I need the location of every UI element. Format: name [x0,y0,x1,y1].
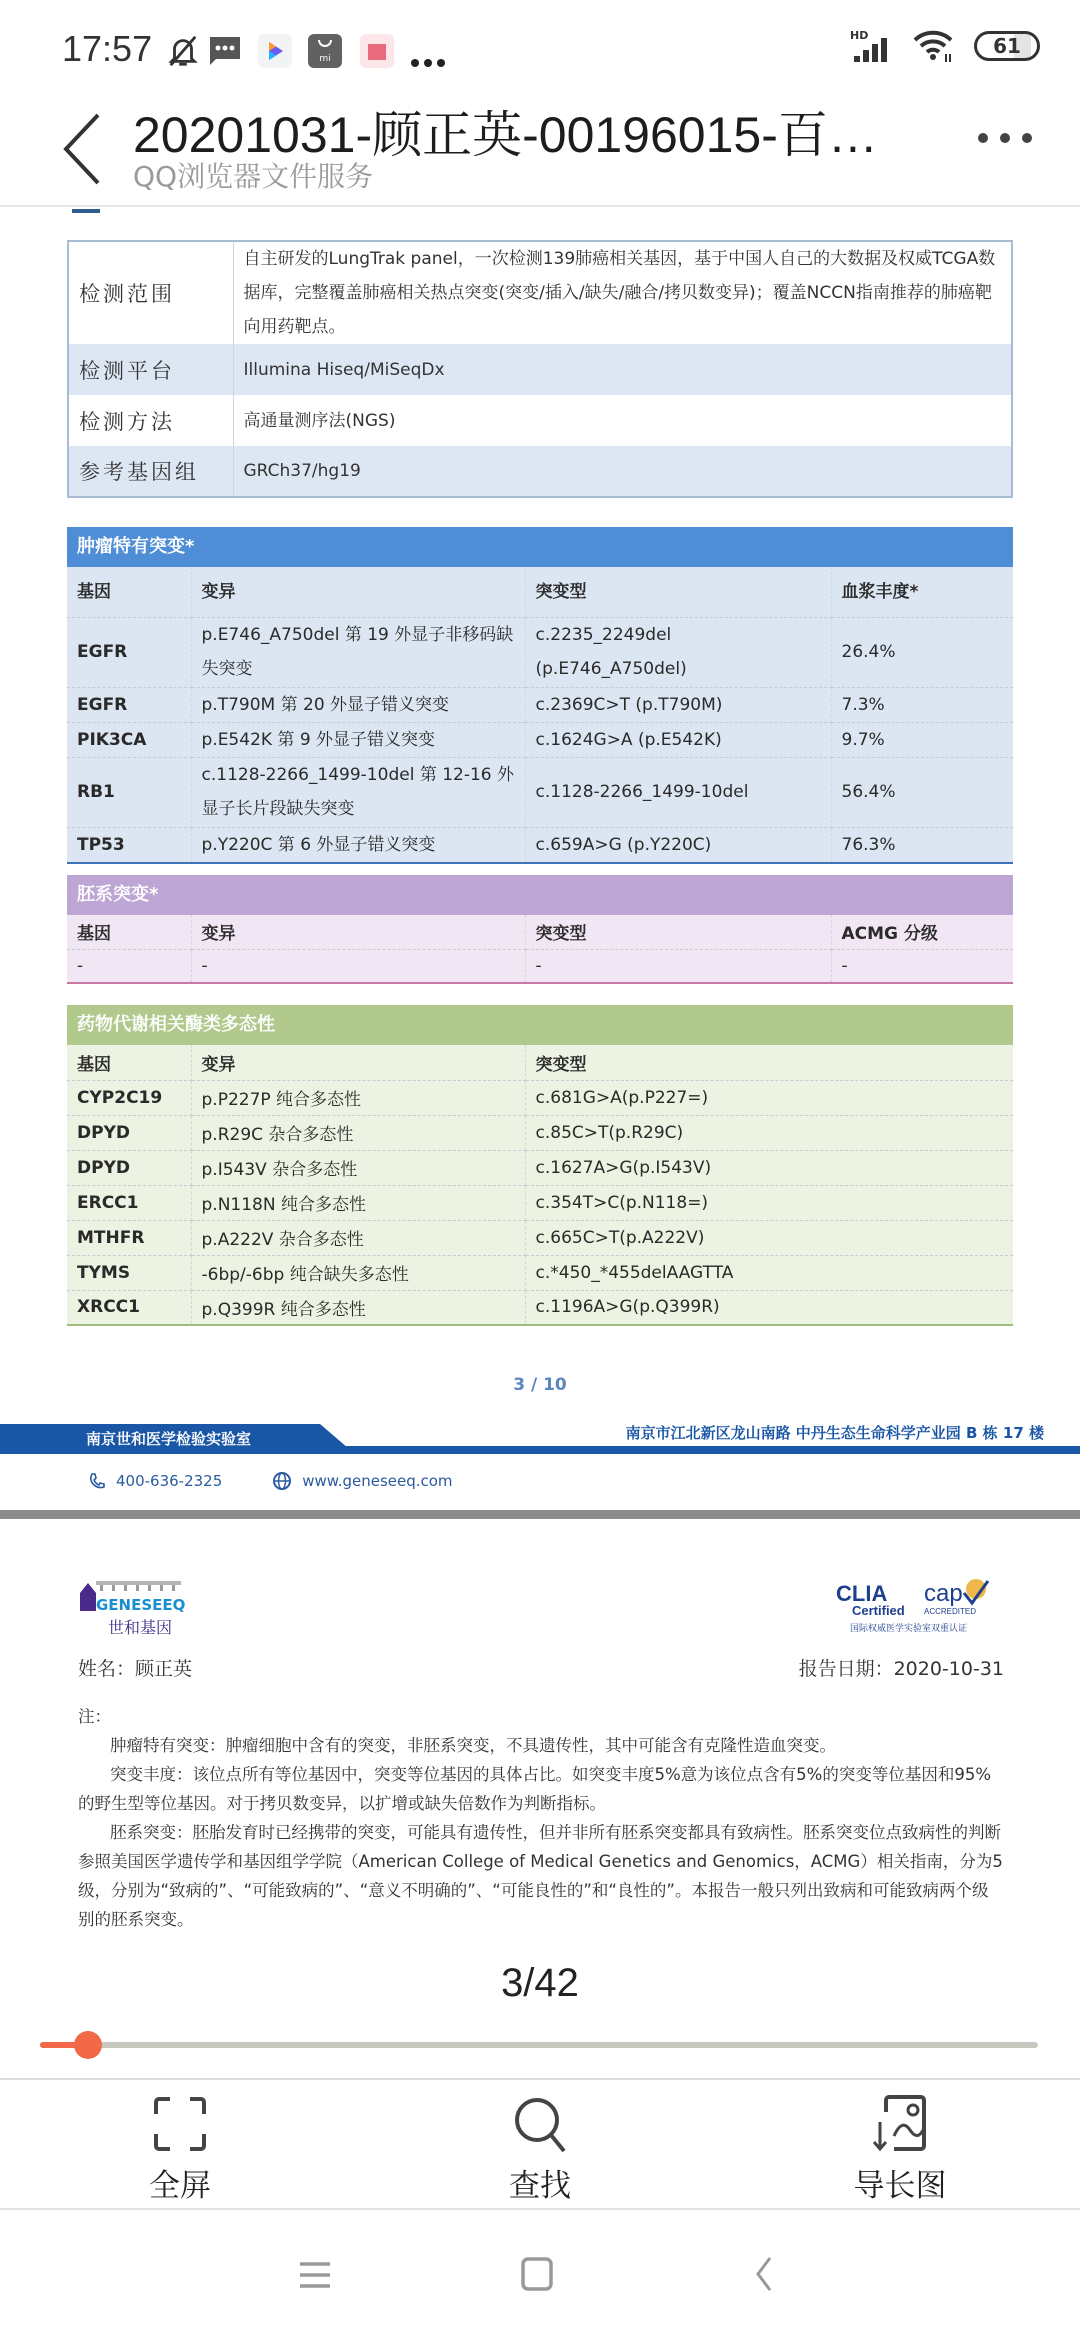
status-right [850,28,1040,64]
mi-store-icon [308,34,342,68]
svg-text:ACCREDITED: ACCREDITED [924,1607,977,1616]
column-header: ACMG 分级 [831,915,1013,949]
variant-cell: p.E746_A750del 第 19 外显子非移码缺失突变 [191,617,525,687]
svg-text:CLIA: CLIA [836,1581,888,1606]
svg-text:cap: cap [924,1580,963,1607]
mutation-type-cell: c.354T>C(p.N118=) [525,1185,1013,1220]
document-title: 20201031-顾正英-00196015-百… [133,107,878,163]
status-time: 17:57 [62,28,153,69]
status-bar [0,0,1080,95]
back-button[interactable] [58,109,108,189]
abundance-cell: 7.3% [831,687,1013,722]
page-slider-track[interactable] [40,2042,1038,2048]
column-header: 变异 [191,567,525,617]
table-header-row [67,567,1013,617]
svg-text:GENESEEQ: GENESEEQ [96,1596,186,1614]
system-nav-bar [0,2212,1080,2340]
export-long-image-button[interactable] [820,2094,980,2205]
decorative-divider [72,209,100,213]
table-row [67,1220,1013,1255]
lab-address: 南京市江北新区龙山南路 中丹生态生命科学产业园 B 栋 17 楼 [625,1424,1044,1442]
row-value: Illumina Hiseq/MiSeqDx [243,359,445,380]
abundance-cell: 9.7% [831,722,1013,757]
table-row [67,722,1013,757]
wifi-icon [912,28,956,64]
more-dots-icon [410,46,446,80]
table-row [68,241,1012,344]
variant-cell: -6bp/-6bp 纯合缺失多态性 [191,1255,525,1290]
document-viewer[interactable] [0,209,1080,2079]
gene-cell: ERCC1 [67,1185,191,1220]
column-header: 突变型 [525,1045,1013,1080]
mutation-type-cell: c.681G>A(p.P227=) [525,1080,1013,1115]
table-row [67,1115,1013,1150]
export-long-image-icon [870,2094,930,2154]
mutation-type-cell: c.2235_2249del (p.E746_A750del) [525,617,831,687]
notes-title: 注： [78,1707,111,1726]
mutation-type-cell: c.1128-2266_1499-10del [525,757,831,827]
svg-text:世和基因: 世和基因 [108,1618,173,1637]
table-row [67,949,1013,983]
mutation-type-cell: c.659A>G (p.Y220C) [525,827,831,863]
website-link: www.geneseeq.com [302,1472,453,1490]
fullscreen-icon [150,2094,210,2154]
gene-cell: DPYD [67,1150,191,1185]
section-title: 药物代谢相关酶类多态性 [67,1005,1013,1045]
svg-text:国际权威医学实验室双重认证: 国际权威医学实验室双重认证 [850,1624,968,1634]
gene-cell: EGFR [67,687,191,722]
app-header [0,95,1080,207]
column-header: 基因 [67,567,191,617]
table-row [67,1150,1013,1185]
dot-icon [1022,133,1032,143]
table-row [67,1255,1013,1290]
video-app-icon [258,34,292,68]
row-key: 检测范围 [68,241,233,344]
dot-icon [978,133,988,143]
bottom-toolbar [0,2078,1080,2210]
section-title: 肿瘤特有突变* [67,527,1013,567]
dot-icon [1000,133,1010,143]
clia-cap-logo [836,1579,1006,1639]
gene-cell: PIK3CA [67,722,191,757]
svg-text:mi: mi [319,54,331,64]
variant-cell: p.A222V 杂合多态性 [191,1220,525,1255]
row-key: 参考基因组 [68,446,233,497]
page-navigator [0,1945,1080,2078]
menu-icon[interactable] [298,2258,332,2292]
variant-cell: p.N118N 纯合多态性 [191,1185,525,1220]
gene-cell: TP53 [67,827,191,863]
table-row [67,1290,1013,1325]
germline-mutations-section [67,875,1013,984]
variant-cell: p.I543V 杂合多态性 [191,1150,525,1185]
acmg-cell: - [831,949,1013,983]
home-icon[interactable] [520,2256,554,2292]
column-header: 变异 [191,915,525,949]
battery-indicator: 61 [974,31,1040,61]
gene-cell: - [67,949,191,983]
variant-cell: p.P227P 纯合多态性 [191,1080,525,1115]
patient-name: 姓名：顾正英 [78,1658,193,1680]
abundance-cell: 76.3% [831,827,1013,863]
fullscreen-label: 全屏 [149,2168,211,2204]
table-row [67,757,1013,827]
document-source: QQ浏览器文件服务 [133,160,374,193]
find-label: 查找 [509,2168,571,2204]
phone-icon [88,1472,106,1490]
column-header: 基因 [67,1045,191,1080]
column-header: 突变型 [525,567,831,617]
variant-cell: - [191,949,525,983]
drug-metabolism-section [67,1005,1013,1326]
table-row [68,344,1012,395]
mutation-type-cell: c.1627A>G(p.I543V) [525,1150,1013,1185]
table-row [68,395,1012,446]
note-paragraph: 突变丰度：该位点所有等位基因中，突变等位基因的具体占比。如突变丰度5%意为该位点含有5%的突变等位基因和95%的野生型等位基因。对于拷贝数变异，以扩增或缺失倍数作为判断指标。 [78,1765,992,1813]
table-row [67,827,1013,863]
page-slider-thumb[interactable] [74,2031,102,2059]
back-icon[interactable] [752,2256,776,2292]
variant-cell: p.Y220C 第 6 外显子错义突变 [191,827,525,863]
variant-cell: p.R29C 杂合多态性 [191,1115,525,1150]
report-notes [78,1702,1003,1934]
table-row [67,617,1013,687]
column-header: 突变型 [525,915,831,949]
signal-icon [850,28,894,64]
variant-cell: p.Q399R 纯合多态性 [191,1290,525,1325]
mutation-type-cell: - [525,949,831,983]
more-options-button[interactable] [978,133,1032,143]
row-value: 高通量测序法(NGS) [243,410,396,431]
page-separator [0,1510,1080,1519]
abundance-cell: 26.4% [831,617,1013,687]
note-paragraph: 肿瘤特有突变：肿瘤细胞中含有的突变，非胚系突变，不具遗传性，其中可能含有克隆性造血突变。 [110,1736,836,1755]
table-header-row [67,1045,1013,1080]
page-footer-band [0,1424,1080,1460]
fullscreen-button[interactable] [100,2094,260,2205]
mutation-type-cell: c.665C>T(p.A222V) [525,1220,1013,1255]
contact-info [88,1471,453,1491]
variant-cell: p.T790M 第 20 外显子错义突变 [191,687,525,722]
phone-number: 400-636-2325 [116,1472,223,1490]
svg-text:HD: HD [850,29,869,42]
row-key: 检测方法 [68,395,233,446]
globe-icon [272,1471,292,1491]
page-indicator: 3/42 [501,1961,579,2005]
mutation-type-cell: c.2369C>T (p.T790M) [525,687,831,722]
export-long-image-label: 导长图 [853,2168,947,2204]
gene-cell: MTHFR [67,1220,191,1255]
mutation-type-cell: c.1196A>G(p.Q399R) [525,1290,1013,1325]
gene-cell: TYMS [67,1255,191,1290]
variant-cell: c.1128-2266_1499-10del 第 12-16 外显子长片段缺失突变 [191,757,525,827]
report-date: 报告日期：2020-10-31 [798,1658,1004,1680]
gene-cell: EGFR [67,617,191,687]
tumor-mutations-table [67,567,1013,864]
mutation-type-cell: c.*450_*455delAAGTTA [525,1255,1013,1290]
note-paragraph: 胚系突变：胚胎发育时已经携带的突变，可能具有遗传性，但并非所有胚系突变都具有致病性。胚系突变位点致病性的判断参照美国医学遗传学和基因组学学院（American College of Medical Genetics and Genomics，ACMG）相关指南，分为5级，分别为“致病的”、“可能致病的”、“意义不明确的”、“可能良性的”和“良性的”。本报告一般只列出致病和可能致病两个级别的胚系突变。 [78,1823,1003,1929]
mutation-type-cell: c.85C>T(p.R29C) [525,1115,1013,1150]
section-title: 胚系突变* [67,875,1013,915]
message-icon [208,34,242,68]
mutation-type-cell: c.1624G>A (p.E542K) [525,722,831,757]
table-row [68,446,1012,497]
test-info-table [67,240,1013,498]
column-header: 血浆丰度* [831,567,1013,617]
bell-muted-icon [166,34,200,68]
table-row [67,1185,1013,1220]
gene-cell: CYP2C19 [67,1080,191,1115]
table-header-row [67,915,1013,949]
column-header: 基因 [67,915,191,949]
lab-name: 南京世和医学检验实验室 [86,1430,252,1448]
pdf-page-number: 3 / 10 [513,1375,567,1395]
row-key: 检测平台 [68,344,233,395]
row-value: 自主研发的LungTrak panel，一次检测139肺癌相关基因，基于中国人自己的大数据及权威TCGA数据库，完整覆盖肺癌相关热点突变(突变/插入/缺失/融合/拷贝数变异)；覆盖NCCN指南推荐的肺癌靶向用药靶点。 [243,249,996,337]
tumor-mutations-section [67,527,1013,864]
table-row [67,687,1013,722]
abundance-cell: 56.4% [831,757,1013,827]
table-row [67,1080,1013,1115]
germline-mutations-table [67,915,1013,984]
app-icon [360,34,394,68]
row-value: GRCh37/hg19 [243,461,361,481]
geneseeq-logo [78,1579,188,1639]
drug-metabolism-table [67,1045,1013,1326]
gene-cell: XRCC1 [67,1290,191,1325]
find-button[interactable] [460,2094,620,2205]
search-icon [510,2094,570,2154]
gene-cell: DPYD [67,1115,191,1150]
variant-cell: p.E542K 第 9 外显子错义突变 [191,722,525,757]
column-header: 变异 [191,1045,525,1080]
svg-text:Certified: Certified [852,1603,905,1618]
gene-cell: RB1 [67,757,191,827]
